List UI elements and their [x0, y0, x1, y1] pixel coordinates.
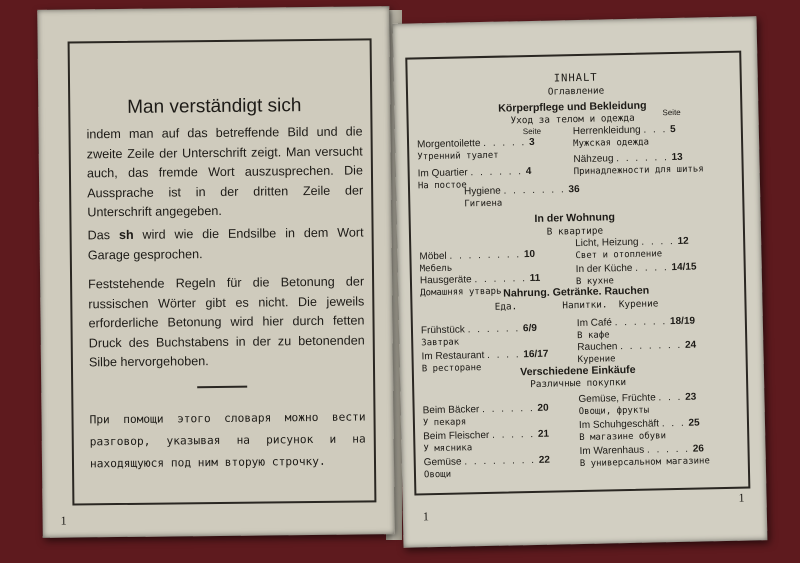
section-heading-ru: Различные покупки	[530, 377, 627, 391]
right-page	[393, 16, 768, 548]
left-page-number: 1	[60, 513, 67, 528]
toc-entry[interactable]: Rauchen . . . . . . . 24 Курение	[577, 339, 697, 366]
left-page-title: Man verständigt sich	[127, 95, 302, 118]
toc-entry[interactable]: Im Warenhaus . . . . . 26 В универсальном магазине	[579, 443, 710, 470]
russian-paragraph: При помощи этого словаря можно вести разговор, указывая на рисунок и на находящуюся под ним вторую строчку.	[89, 410, 366, 471]
contents-title: INHALT	[553, 71, 598, 85]
seite-label: Seite	[522, 126, 542, 137]
toc-entry[interactable]: Hausgeräte . . . . . . 11 Домашняя утварь	[419, 272, 541, 299]
left-page	[37, 6, 395, 538]
section-heading: Nahrung. Getränke. Rauchen	[503, 284, 650, 300]
toc-entry[interactable]: Beim Fleischer . . . . . 21 У мясника	[423, 428, 550, 455]
section-heading: Verschiedene Einkäufe	[520, 363, 636, 379]
right-page-number-right: 1	[738, 490, 745, 505]
pronunciation-note: Das sh wird wie die Endsilbe in dem Wort Garage gesprochen.	[87, 225, 364, 262]
seite-label: Seite	[662, 107, 681, 118]
toc-entry[interactable]: Morgentoilette . . . . . 3 Утренний туалет	[416, 136, 535, 163]
toc-entry[interactable]: Licht, Heizung . . . . 12 Свет и отопление	[575, 235, 689, 262]
section-heading-ru: В квартире	[546, 225, 604, 238]
toc-entry[interactable]: Möbel . . . . . . . . 10 Мебель	[419, 248, 536, 275]
section-heading: In der Wohnung	[534, 211, 615, 225]
toc-entry[interactable]: Im Restaurant . . . . 16/17 В ресторане	[421, 348, 549, 375]
right-page-number-left: 1	[422, 509, 430, 524]
toc-entry[interactable]: Herrenkleidung . . . 5 Мужская одежда	[572, 123, 676, 150]
toc-entry[interactable]: Gemüse . . . . . . . . 22 Овощи	[423, 454, 551, 481]
toc-entry[interactable]: Im Schuhgeschäft . . . 25 В магазине обуви	[578, 417, 700, 444]
section-heading-ru: Еда. Напитки. Курение	[494, 298, 659, 313]
intro-paragraph: indem man auf das betreffende Bild und die zweite Zeile der Unterschrift zeigt. Man versucht auch, das fremde Wort auszusprechen. Die Aussprache ist in der dritten Zeile der Unterschrift angegeben.	[86, 124, 364, 220]
section-heading-ru: Уход за телом и одежда	[510, 112, 635, 127]
toc-entry[interactable]: Im Quartier . . . . . . 4 На постое	[417, 165, 532, 192]
section-heading: Körperpflege und Bekleidung	[498, 99, 647, 115]
stress-rules-paragraph: Feststehende Regeln für die Betonung der russischen Wörter gibt es nicht. Die jeweils erforderliche Betonung wird hier durch fetten Druck des Buchstabens in der zu betonenden Silbe hervorgehoben.	[88, 274, 365, 370]
toc-entry[interactable]: Beim Bäcker . . . . . . 20 У пекаря	[422, 402, 549, 429]
toc-entry[interactable]: Gemüse, Früchte . . . 23 Овощи, фрукты	[578, 391, 697, 418]
toc-entry[interactable]: Nähzeug . . . . . . 13 Принадлежности для шитья	[573, 151, 704, 178]
toc-entry[interactable]: Im Café . . . . . . 18/19 В кафе	[576, 315, 696, 342]
toc-entry[interactable]: In der Küche . . . . 14/15 В кухне	[575, 261, 697, 288]
contents-title-ru: Оглавление	[547, 85, 605, 98]
toc-entry[interactable]: Frühstück . . . . . . 6/9 Завтрак	[420, 322, 538, 349]
toc-entry[interactable]: Hygiene . . . . . . . 36 Гигиена	[463, 183, 580, 210]
